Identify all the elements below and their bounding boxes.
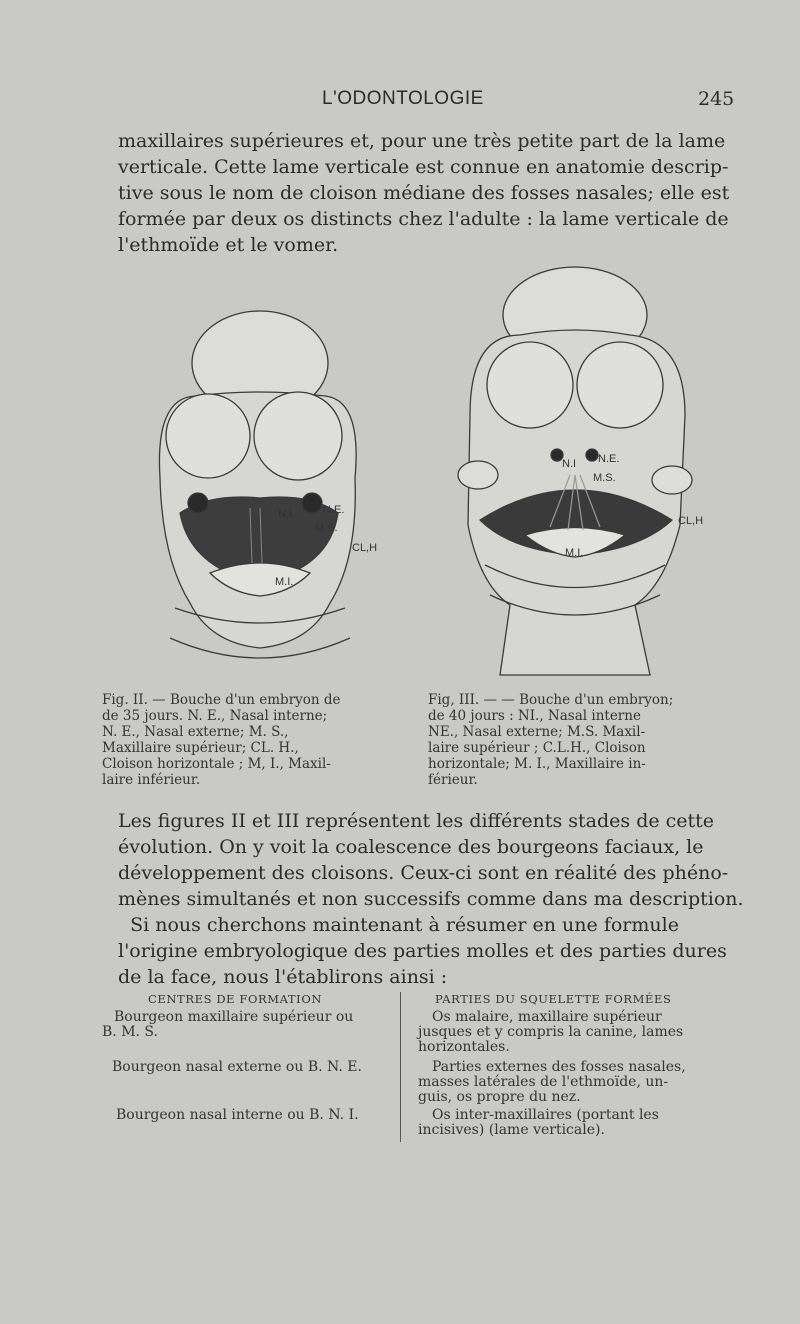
figure-caption-iii [428,692,720,788]
figure-embryo-40-days [450,265,704,685]
caption-line: Fig, III. — — Bouche d'un embryon; [428,692,674,708]
paragraph-evolution [118,808,744,990]
text-line: formée par deux os distincts chez l'adulte : la lame verticale de [118,208,729,230]
cell-line: B. M. S. [102,1024,158,1040]
text-line: de la face, nous l'établirons ainsi : [118,966,448,988]
caption-line: laire inférieur. [102,772,201,788]
figure-caption-ii [102,692,394,788]
table-cell-right [418,1060,718,1105]
caption-line: de 40 jours : NI., Nasal interne [428,708,641,724]
label-maxillaire-inferieur: M.I. [275,576,294,588]
label-maxillaire-superieur: M.S. [315,522,338,534]
table-header-parties: PARTIES DU SQUELETTE FORMÉES [435,992,672,1006]
label-cloison-horizontale: CL,H [678,515,704,527]
caption-line: férieur. [428,772,478,788]
table-cell-right [418,1010,718,1055]
paragraph-intro [118,128,730,258]
text-line: mènes simultanés et non successifs comme dans ma description. [118,888,744,910]
text-line: Si nous cherchons maintenant à résumer en une formule [118,914,679,936]
running-title: L'ODONTOLOGIE [322,88,484,109]
caption-line: Maxillaire supérieur; CL. H., [102,740,299,756]
text-line: évolution. On y voit la coalescence des bourgeons faciaux, le [118,836,704,858]
cell-line: Os malaire, maxillaire supérieur [432,1009,662,1025]
caption-line: Fig. II. — Bouche d'un embryon de [102,692,341,708]
text-line: verticale. Cette lame verticale est connue en anatomie descrip- [118,156,729,178]
page-number: 245 [698,88,735,110]
caption-line: Cloison horizontale ; M, I., Maxil- [102,756,331,772]
caption-line: de 35 jours. N. E., Nasal interne; [102,708,328,724]
caption-line: N. E., Nasal externe; M. S., [102,724,289,740]
cell-line: Bourgeon nasal interne ou B. N. I. [116,1107,359,1123]
text-line: maxillaires supérieures et, pour une très petite part de la lame [118,130,726,152]
cell-line: Parties externes des fosses nasales, [432,1059,686,1075]
label-nasal-interne: N.I. [278,508,296,520]
cell-line: Bourgeon maxillaire supérieur ou [114,1009,354,1025]
embryo-mouth-illustration [450,265,700,685]
label-cloison-horizontale: CL,H [352,542,378,554]
text-line: Les figures II et III représentent les différents stades de cette [118,810,715,832]
table-cell-left [112,1060,402,1075]
cell-line: Os inter-maxillaires (portant les [432,1107,659,1123]
label-maxillaire-inferieur: M.I. [565,547,584,559]
cell-line: horizontales. [418,1039,510,1055]
table-header-centres: CENTRES DE FORMATION [148,992,323,1006]
label-nasal-externe: N.E. [323,504,345,516]
label-maxillaire-superieur: M.S. [593,472,616,484]
cell-line: Bourgeon nasal externe ou B. N. E. [112,1059,362,1075]
text-line: développement des cloisons. Ceux-ci sont en réalité des phéno- [118,862,729,884]
label-nasal-externe: N.E. [598,453,620,465]
caption-line: NE., Nasal externe; M.S. Maxil- [428,724,646,740]
cell-line: jusques et y compris la canine, lames [418,1024,684,1040]
table-cell-left [116,1108,406,1123]
caption-line: laire supérieur ; C.L.H., Cloison [428,740,646,756]
text-line: l'origine embryologique des parties molles et des parties dures [118,940,727,962]
cell-line: incisives) (lame verticale). [418,1122,605,1138]
page-header [0,88,800,118]
label-nasal-interne: N.I [562,458,577,470]
cell-line: masses latérales de l'ethmoïde, un- [418,1074,669,1090]
cell-line: guis, os propre du nez. [418,1089,581,1105]
formation-table [80,992,720,1152]
embryo-mouth-illustration [140,308,380,683]
table-cell-left [102,1010,392,1040]
caption-line: horizontale; M. I., Maxillaire in- [428,756,646,772]
text-line: l'ethmoïde et le vomer. [118,234,339,256]
figure-embryo-35-days [140,308,380,683]
text-line: tive sous le nom de cloison médiane des fosses nasales; elle est [118,182,730,204]
table-cell-right [418,1108,718,1138]
